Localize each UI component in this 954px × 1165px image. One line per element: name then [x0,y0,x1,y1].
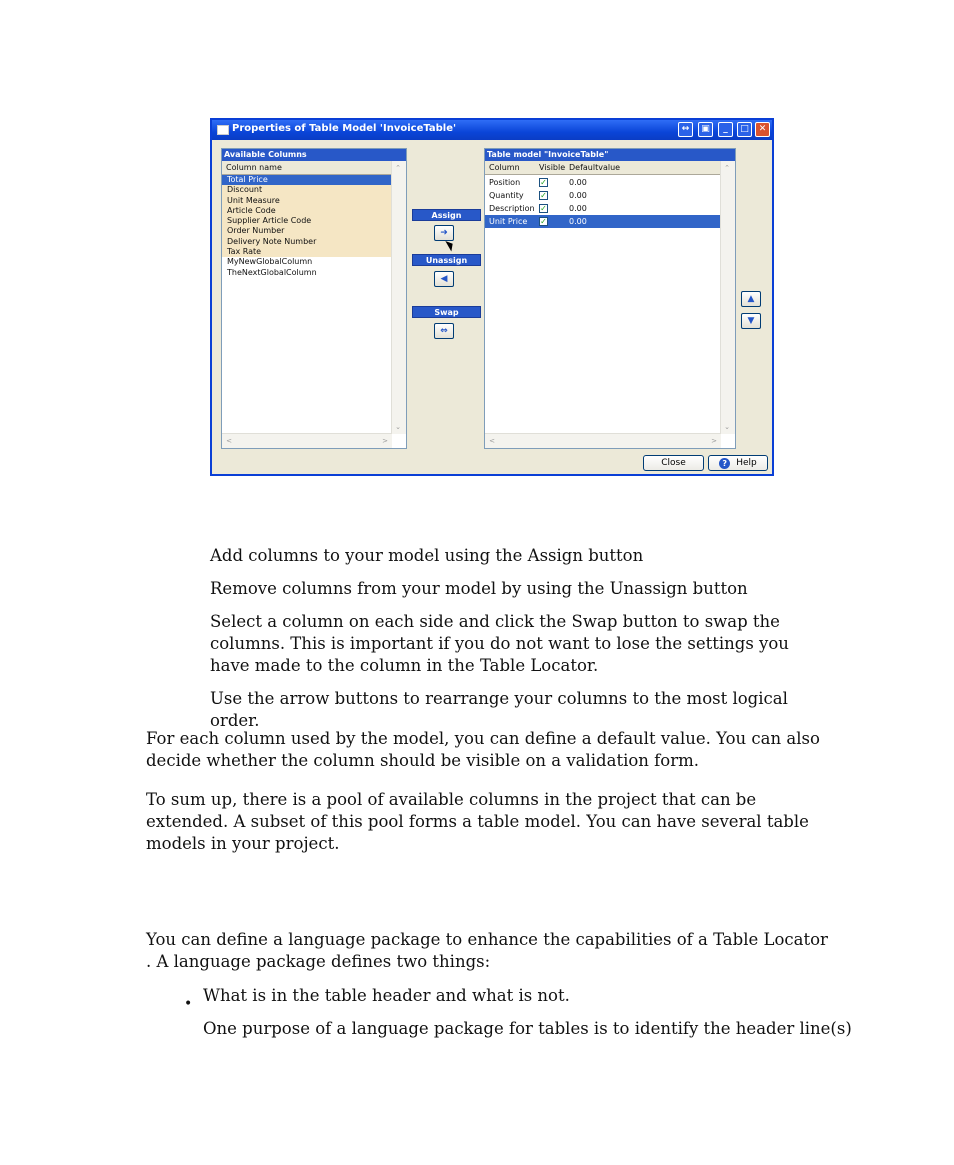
window-icon [217,125,229,135]
cell-default-value[interactable]: 0.00 [569,204,587,213]
scroll-left-icon[interactable]: < [489,437,495,445]
available-columns-panel [221,148,407,449]
scroll-right-icon[interactable]: > [382,437,388,445]
cell-default-value[interactable]: 0.00 [569,178,587,187]
visible-checkbox[interactable]: ✓ [540,191,547,200]
step-swap: Select a column on each side and click the Swap button to swap the columns. This is important if you do not want to lose the settings you have made to the column in the Table Locator. [210,612,789,675]
column-name-header[interactable]: Column name [222,161,392,175]
table-row[interactable] [485,215,721,228]
table-row[interactable] [485,176,721,189]
table-row[interactable] [485,189,721,202]
scroll-down-icon[interactable]: ⌄ [395,423,401,431]
list-item[interactable]: MyNewGlobalColumn [227,257,313,267]
step-assign: Add columns to your model using the Assign button [210,546,644,565]
table-model-list [485,176,721,228]
list-item[interactable]: Delivery Note Number [222,237,392,247]
paragraph-purpose: One purpose of a language package for tables is to identify the header line(s) [203,1019,852,1038]
help-button[interactable] [708,455,768,471]
table-model-hscroll[interactable] [485,433,721,448]
restore-icon[interactable]: ▣ [698,122,713,137]
arrow-right-icon: ➜ [440,228,448,238]
table-model-column-headers [485,161,721,175]
cell-column-name: Description [489,204,535,213]
cell-column-name: Unit Price [489,217,528,226]
move-down-button[interactable] [741,313,761,329]
list-item[interactable]: Article Code [222,206,392,216]
available-columns-header: Available Columns [222,149,406,161]
list-item[interactable]: Discount [222,185,392,195]
table-model-header: Table model "InvoiceTable" [485,149,735,161]
close-button[interactable]: Close [643,455,704,471]
visible-checkbox[interactable]: ✓ [540,178,547,187]
help-button-label: Help [736,458,757,468]
scroll-left-icon[interactable]: < [226,437,232,445]
scroll-up-icon[interactable]: ⌃ [395,164,401,172]
assign-button[interactable] [434,225,454,241]
col-header-column[interactable]: Column [489,163,520,172]
paragraph-default-value: For each column used by the model, you can define a default value. You can also decide whether the column should be visible on a validation form. [146,729,820,770]
unassign-label: Unassign [412,254,481,266]
arrow-down-icon: ▼ [747,316,755,326]
close-icon[interactable]: ✕ [755,122,770,137]
table-row[interactable] [485,202,721,215]
available-columns-hscroll[interactable] [222,433,392,448]
arrow-up-icon: ▲ [747,294,755,304]
visible-checkbox[interactable]: ✓ [540,204,547,213]
list-item[interactable]: Supplier Article Code [222,216,392,226]
unassign-button[interactable] [434,271,454,287]
mouse-cursor-icon [445,239,455,252]
list-item[interactable]: Tax Rate [222,247,392,257]
table-model-panel [484,148,736,449]
col-header-visible[interactable]: Visible [539,163,566,172]
assign-label: Assign [412,209,481,221]
available-columns-vscroll[interactable] [391,161,406,434]
table-model-vscroll[interactable] [720,161,735,434]
help-icon: ? [719,458,730,469]
move-up-button[interactable] [741,291,761,307]
step-unassign: Remove columns from your model by using the Unassign button [210,579,748,598]
paragraph-language-package: You can define a language package to enhance the capabilities of a Table Locator . A language package defines two things: [146,930,828,971]
resize-icon[interactable]: ↔ [678,122,693,137]
col-header-default[interactable]: Defaultvalue [569,163,621,172]
list-item[interactable]: Total Price [222,175,392,185]
arrow-left-icon: ◀ [440,274,448,284]
table-model-properties-dialog [210,118,774,476]
list-item[interactable]: Unit Measure [222,196,392,206]
maximize-icon[interactable]: □ [737,122,752,137]
paragraph-summary: To sum up, there is a pool of available columns in the project that can be extended. A subset of this pool forms a table model. You can have several table models in your project. [146,790,809,853]
visible-checkbox[interactable]: ✓ [540,217,547,226]
dialog-title: Properties of Table Model 'InvoiceTable' [232,123,457,134]
swap-button[interactable] [434,323,454,339]
list-item[interactable]: Order Number [222,226,392,236]
swap-label: Swap [412,306,481,318]
swap-arrows-icon: ⇔ [440,326,448,336]
bullet-table-header: What is in the table header and what is not. [203,986,570,1005]
scroll-down-icon[interactable]: ⌄ [724,423,730,431]
step-arrange: Use the arrow buttons to rearrange your columns to the most logical order. [210,689,788,730]
bullet-icon: • [184,996,193,1012]
scroll-right-icon[interactable]: > [711,437,717,445]
list-item[interactable]: TheNextGlobalColumn [227,267,317,277]
minimize-icon[interactable]: _ [718,122,733,137]
available-columns-list [222,175,392,278]
cell-default-value[interactable]: 0.00 [569,217,587,226]
cell-column-name: Position [489,178,521,187]
cell-column-name: Quantity [489,191,524,200]
cell-default-value[interactable]: 0.00 [569,191,587,200]
scroll-up-icon[interactable]: ⌃ [724,164,730,172]
dialog-titlebar[interactable] [212,120,772,140]
